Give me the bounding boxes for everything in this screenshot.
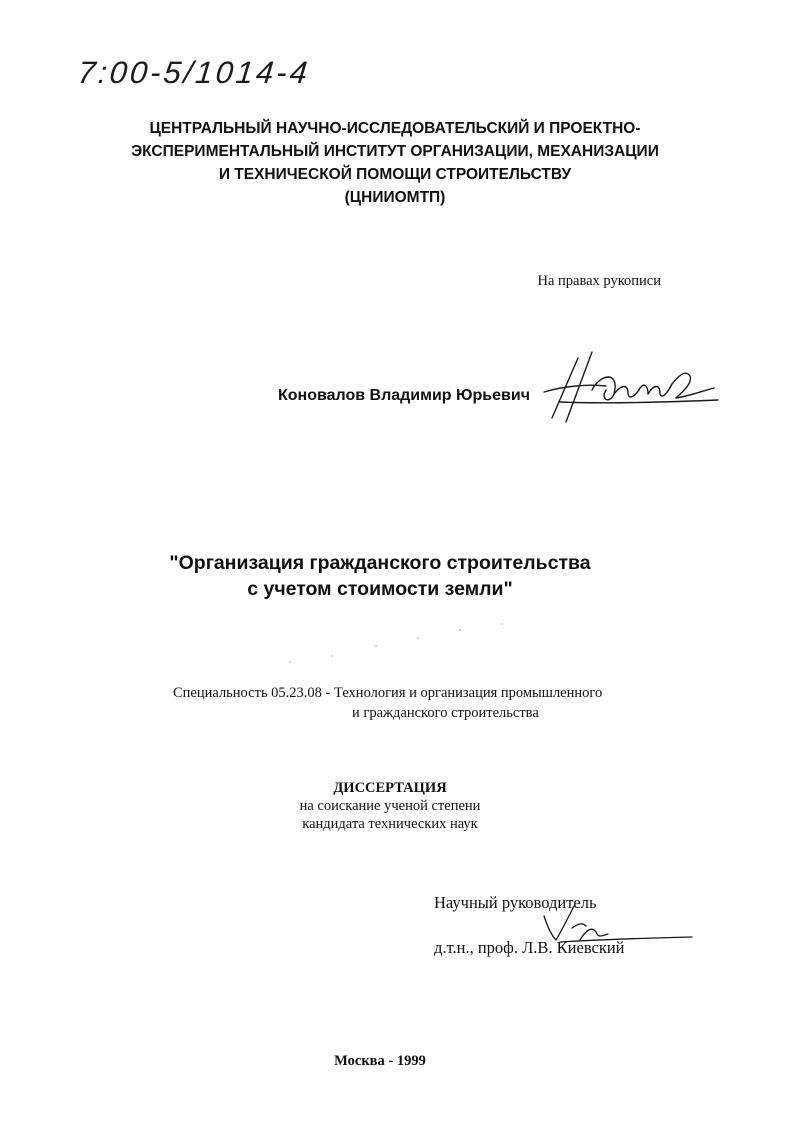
title-line: "Организация гражданского строительства [169, 552, 591, 574]
institute-line: И ТЕХНИЧЕСКОЙ ПОМОЩИ СТРОИТЕЛЬСТВУ [218, 166, 572, 183]
supervisor-signature [536, 902, 696, 954]
dissertation-title [80, 550, 680, 602]
specialty-line-2: и гражданского строительства [352, 705, 539, 721]
manuscript-note: На правах рукописи [537, 273, 661, 289]
author-name: Коновалов Владимир Юрьевич [278, 387, 530, 404]
institute-heading [60, 117, 730, 209]
title-line: с учетом стоимости земли" [247, 578, 513, 600]
city-year: Москва - 1999 [334, 1053, 426, 1069]
author-signature [530, 340, 730, 430]
institute-line: ЦЕНТРАЛЬНЫЙ НАУЧНО-ИССЛЕДОВАТЕЛЬСКИЙ И ПРОЕКТНО- [149, 120, 641, 137]
dissertation-block [240, 779, 540, 833]
supervisor-name: д.т.н., проф. Л.В. Киевский [434, 938, 625, 957]
dissertation-heading: ДИССЕРТАЦИЯ [333, 780, 447, 796]
archive-number: 7:00-5/1014-4 [76, 55, 312, 90]
degree-line: на соискание ученой степени [299, 798, 481, 814]
scan-speckles [280, 620, 510, 670]
supervisor-label: Научный руководитель [434, 893, 597, 912]
institute-abbreviation: (ЦНИИОМТП) [344, 189, 446, 206]
specialty-line-1: Специальность 05.23.08 - Технология и организация промышленного [173, 685, 603, 701]
institute-line: ЭКСПЕРИМЕНТАЛЬНЫЙ ИНСТИТУТ ОРГАНИЗАЦИИ, МЕХАНИЗАЦИИ [131, 143, 659, 160]
degree-line: кандидата технических наук [302, 816, 478, 832]
